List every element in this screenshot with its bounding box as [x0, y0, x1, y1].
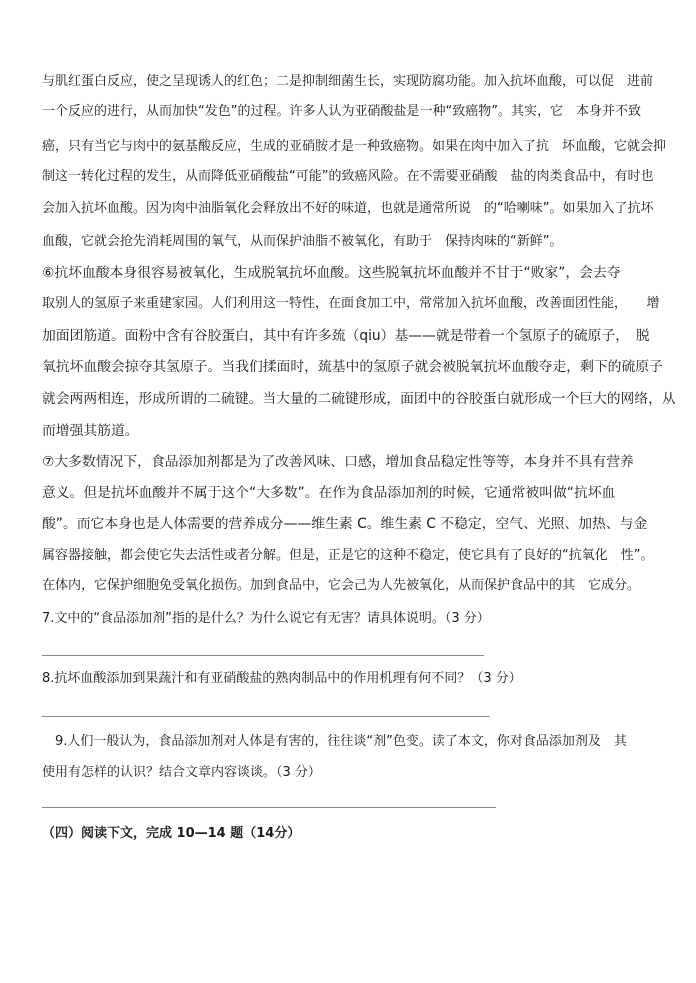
answer-line-7 [42, 655, 484, 656]
answer-line-9 [42, 807, 496, 808]
answer-line-8 [42, 716, 490, 717]
text-line-4: 制这一转化过程的发生，从而降低亚硝酸盐“可能”的致癌风险。在不需要亚硝酸 盐的肉类食品中，有时也 [42, 169, 654, 184]
question-7: 7.文中的“食品添加剂”指的是什么？为什么说它有无害？请具体说明。（3 分） [42, 611, 490, 626]
question-8: 8.抗坏血酸添加到果蔬汁和有亚硝酸盐的熟肉制品中的作用机理有何不同？（3 分） [42, 671, 522, 686]
text-line-7: ⑥抗坏血酸本身很容易被氧化，生成脱氧抗坏血酸。这些脱氧抗坏血酸并不甘于“败家”，会去夺 [42, 265, 621, 281]
text-line-8: 取别人的氢原子来重建家园。人们利用这一特性，在面食加工中，常常加入抗坏血酸，改善面团性能， 增 [42, 296, 660, 311]
section-heading: （四）阅读下文，完成 10—14 题（14分） [42, 826, 301, 841]
text-line-15: 酸”。而它本身也是人体需要的营养成分——维生素 C。维生素 C 不稳定，空气、光照、加热、与金 [42, 516, 648, 532]
text-line-14: 意义。但是抗坏血酸并不属于这个“大多数”。在作为食品添加剂的时候，它通常被叫做“抗坏血 [42, 485, 616, 501]
question-9-line-2: 使用有怎样的认识？结合文章内容谈谈。（3 分） [42, 765, 321, 780]
text-line-10: 氧抗坏血酸会掠夺其氢原子。当我们揉面时，巯基中的氢原子就会被脱氧抗坏血酸夺走，剩下的硫原子 [42, 359, 663, 375]
question-9-line-1: 9.人们一般认为，食品添加剂对人体是有害的，往往谈“剂”色变。读了本文，你对食品添加剂及 其 [42, 734, 627, 749]
text-line-13: ⑦大多数情况下，食品添加剂都是为了改善风味、口感，增加食品稳定性等等，本身并不具有营养 [42, 454, 634, 470]
text-line-16: 属容器接触，都会使它失去活性或者分解。但是，正是它的这种不稳定，使它具有了良好的“抗氧化 性”。 [42, 548, 654, 563]
text-line-3: 癌，只有当它与肉中的氨基酸反应，生成的亚硝胺才是一种致癌物。如果在肉中加入了抗 坏血酸，它就会抑 [42, 139, 667, 154]
text-line-5: 会加入抗坏血酸。因为肉中油脂氧化会释放出不好的味道，也就是通常所说 的“哈喇味”。如果加入了抗坏 [42, 201, 654, 216]
text-line-11: 就会两两相连，形成所谓的二硫键。当大量的二硫键形成，面团中的谷胶蛋白就形成一个巨大的网络，从 [42, 391, 676, 407]
text-line-9: 加面团筋道。面粉中含有谷胶蛋白，其中有许多巯（qiu）基——就是带着一个氢原子的硫原子， 脱 [42, 328, 650, 344]
text-line-12: 而增强其筋道。 [42, 423, 139, 439]
text-line-1: 与肌红蛋白反应，使之呈现诱人的红色；二是抑制细菌生长，实现防腐功能。加入抗坏血酸，可以促 进前 [42, 74, 654, 89]
text-line-17: 在体内，它保护细胞免受氧化损伤。加到食品中，它会己为人先被氧化，从而保护食品中的其 它成分。 [42, 578, 641, 593]
text-line-6: 血酸，它就会抢先消耗周围的氧气，从而保护油脂不被氧化，有助于 保持肉味的“新鲜”。 [42, 234, 563, 249]
text-line-2: 一个反应的进行，从而加快“发色”的过程。许多人认为亚硝酸盐是一种“致癌物”。其实，它 本身并不致 [42, 104, 641, 119]
